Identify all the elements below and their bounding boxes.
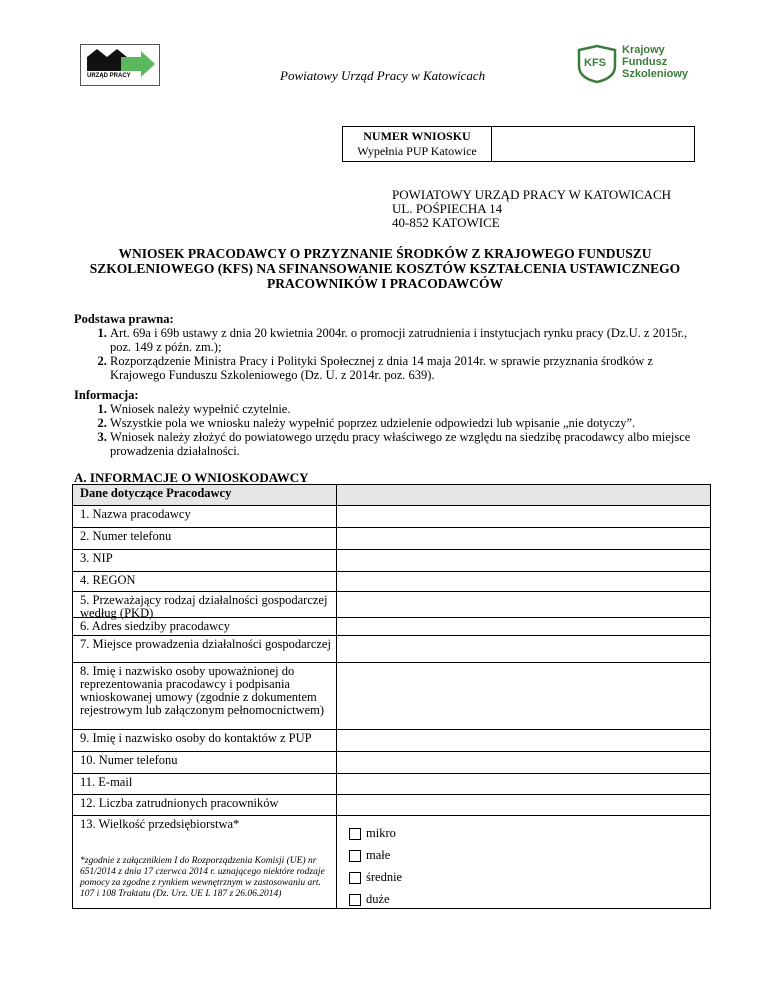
- section-a-heading: A. INFORMACJE O WNIOSKODAWCY: [74, 470, 309, 485]
- recipient-address: [392, 188, 671, 230]
- table-row: [73, 636, 710, 663]
- size-label: średnie: [366, 870, 403, 884]
- table-header-value: [337, 485, 710, 505]
- table-row: [73, 550, 710, 572]
- contact-phone-input[interactable]: [337, 752, 710, 773]
- pkd-input[interactable]: [337, 592, 710, 617]
- checkbox-large[interactable]: [349, 894, 361, 906]
- table-row: [73, 752, 710, 774]
- table-row: [73, 663, 710, 730]
- field-label: 5. Przeważający rodzaj działalności gospodarczej według (PKD): [73, 592, 337, 617]
- table-row: [73, 730, 710, 752]
- kfs-badge: KFS: [584, 57, 606, 69]
- table-row: [73, 572, 710, 592]
- legal-basis-item: 1. Art. 69a i 69b ustawy z dnia 20 kwietnia 2004r. o promocji zatrudnienia i instytucjach rynku pracy (Dz.U. z 2015r., poz. 149 z późn. zm.);: [110, 326, 699, 354]
- table-row: [73, 592, 710, 618]
- contact-person-input[interactable]: [337, 730, 710, 751]
- application-number-label-cell: [343, 127, 492, 161]
- field-label: 7. Miejsce prowadzenia działalności gospodarczej: [73, 636, 337, 662]
- field-label: 8. Imię i nazwisko osoby upoważnionej do reprezentowania pracodawcy i podpisania wnioskowanej umowy (zgodnie z dokumentem rejestrowym lub załączonym pełnomocnictwem): [73, 663, 337, 729]
- field-label: 4. REGON: [73, 572, 337, 591]
- table-header-label: Dane dotyczące Pracodawcy: [73, 485, 337, 505]
- document-title: [60, 246, 710, 291]
- table-row: [73, 774, 710, 795]
- information-heading: Informacja:: [74, 388, 139, 402]
- information-item: 1. Wniosek należy wypełnić czytelnie.: [110, 402, 699, 416]
- legal-basis-section: [74, 312, 699, 382]
- office-name: Powiatowy Urząd Pracy w Katowicach: [280, 68, 486, 83]
- business-location-input[interactable]: [337, 636, 710, 662]
- address-line-3: 40-852 KATOWICE: [392, 215, 500, 230]
- application-number-box: [342, 126, 695, 162]
- application-number-label: NUMER WNIOSKU: [363, 129, 471, 143]
- checkbox-medium[interactable]: [349, 872, 361, 884]
- table-row: [73, 618, 710, 636]
- size-option-large[interactable]: [349, 892, 390, 907]
- kfs-line-2: Fundusz: [622, 56, 668, 68]
- information-section: [74, 388, 699, 458]
- size-option-medium[interactable]: [349, 870, 402, 885]
- nip-input[interactable]: [337, 550, 710, 571]
- seat-address-input[interactable]: [337, 618, 710, 635]
- table-row: [73, 506, 710, 528]
- application-number-field[interactable]: [492, 127, 694, 161]
- legal-basis-item: 2. Rozporządzenie Ministra Pracy i Polityki Społecznej z dnia 14 maja 2014r. w sprawie przyznania środków z Krajowego Funduszu Szkoleniowego (Dz. U. z 2014r. poz. 639).: [110, 354, 699, 382]
- title-line-3: PRACOWNIKÓW I PRACODAWCÓW: [266, 276, 503, 291]
- email-input[interactable]: [337, 774, 710, 794]
- table-row: [73, 528, 710, 550]
- pup-logo-graphic: [81, 45, 159, 85]
- company-size-label: 13. Wielkość przedsiębiorstwa*: [80, 817, 240, 831]
- kfs-line-3: Szkoleniowy: [622, 68, 689, 80]
- address-line-2: UL. POŚPIECHA 14: [392, 201, 503, 216]
- field-label: 10. Numer telefonu: [73, 752, 337, 773]
- kfs-wordmark: [622, 44, 688, 80]
- kfs-logo: [575, 44, 695, 86]
- representative-input[interactable]: [337, 663, 710, 729]
- legal-basis-heading: Podstawa prawna:: [74, 312, 174, 326]
- address-line-1: POWIATOWY URZĄD PRACY W KATOWICACH: [392, 187, 672, 202]
- size-label: małe: [366, 848, 391, 862]
- employer-name-input[interactable]: [337, 506, 710, 527]
- pup-logo: [80, 44, 160, 86]
- size-option-micro[interactable]: [349, 826, 396, 841]
- field-label: 1. Nazwa pracodawcy: [73, 506, 337, 527]
- table-row: [73, 816, 710, 908]
- checkbox-small[interactable]: [349, 850, 361, 862]
- size-label: mikro: [366, 826, 396, 840]
- information-item: 2. Wszystkie pola we wniosku należy wypełnić poprzez udzielenie odpowiedzi lub wpisanie „nie dotyczy”.: [110, 416, 699, 430]
- table-row: [73, 795, 710, 816]
- employer-data-table: [72, 484, 711, 909]
- field-label: 6. Adres siedziby pracodawcy: [73, 618, 337, 635]
- pup-logo-text: URZĄD PRACY: [87, 73, 131, 79]
- application-number-sublabel: Wypełnia PUP Katowice: [357, 144, 477, 158]
- company-size-footnote: *zgodnie z załącznikiem I do Rozporządzenia Komisji (UE) nr 651/2014 z dnia 17 czerwca 2014 r. uznającego niektóre rodzaje pomocy za zgodne z rynkiem wewnętrznym w zastosowaniu art. 107 i 108 Traktatu (Dz. Urz. UE L 187 z 26.06.2014): [80, 856, 325, 899]
- checkbox-micro[interactable]: [349, 828, 361, 840]
- phone-input[interactable]: [337, 528, 710, 549]
- field-label: 9. Imię i nazwisko osoby do kontaktów z PUP: [73, 730, 337, 751]
- size-label: duże: [366, 892, 390, 906]
- information-item: 3. Wniosek należy złożyć do powiatowego urzędu pracy właściwego ze względu na siedzibę pracodawcy albo miejsce prowadzenia działalności.: [110, 430, 699, 458]
- kfs-line-1: Krajowy: [622, 44, 665, 56]
- employee-count-input[interactable]: [337, 795, 710, 815]
- title-line-1: WNIOSEK PRACODAWCY O PRZYZNANIE ŚRODKÓW Z KRAJOWEGO FUNDUSZU: [118, 246, 652, 261]
- field-label: [73, 816, 337, 908]
- size-option-small[interactable]: [349, 848, 390, 863]
- field-label: 12. Liczba zatrudnionych pracowników: [73, 795, 337, 815]
- regon-input[interactable]: [337, 572, 710, 591]
- field-label: 3. NIP: [73, 550, 337, 571]
- title-line-2: SZKOLENIOWEGO (KFS) NA SFINANSOWANIE KOSZTÓW KSZTAŁCENIA USTAWICZNEGO: [89, 261, 681, 276]
- table-header-row: [73, 485, 710, 506]
- field-label: 2. Numer telefonu: [73, 528, 337, 549]
- field-label: 11. E-mail: [73, 774, 337, 794]
